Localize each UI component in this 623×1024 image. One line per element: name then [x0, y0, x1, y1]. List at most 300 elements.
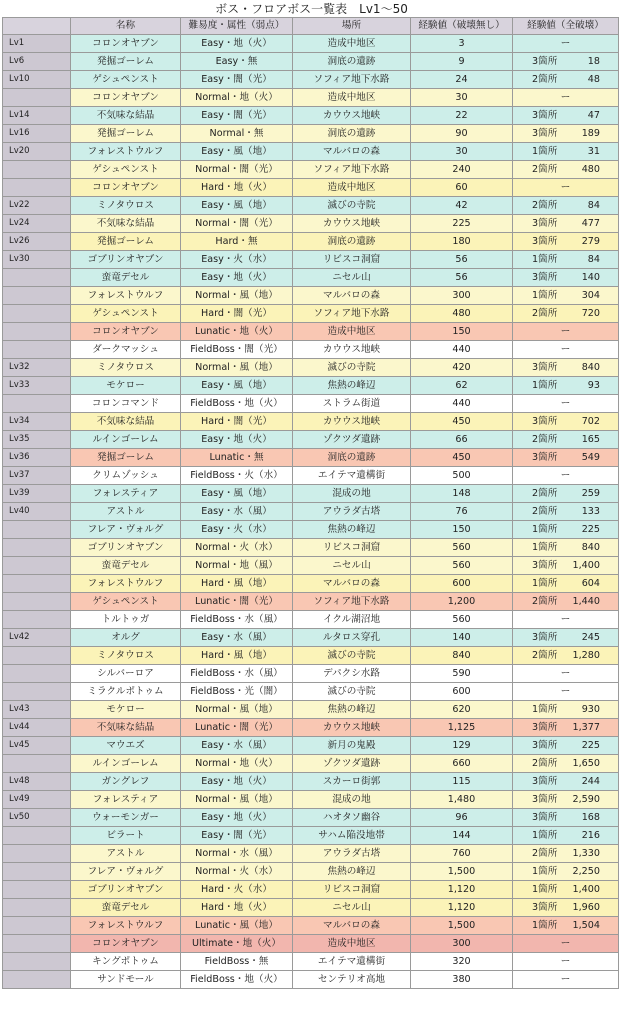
exp-full-break-cell — [513, 719, 619, 737]
difficulty-cell: Normal・風（地） — [181, 287, 293, 305]
table-row — [3, 593, 619, 611]
level-cell: Lv24 — [3, 215, 71, 233]
table-row — [3, 935, 619, 953]
break-count: 2箇所 — [532, 434, 558, 445]
place-cell: ニセル山 — [293, 557, 411, 575]
name-cell: ダークマッシュ — [71, 341, 181, 359]
exp-full-break-value: 168 — [581, 812, 600, 823]
level-cell — [3, 863, 71, 881]
level-cell — [3, 575, 71, 593]
break-count: 3箇所 — [532, 416, 558, 427]
exp-no-break-cell: 129 — [411, 737, 513, 755]
exp-no-break-cell: 300 — [411, 935, 513, 953]
exp-full-break-value: 31 — [587, 146, 600, 157]
exp-full-break-cell: ー — [513, 179, 619, 197]
difficulty-cell: Normal・風（地） — [181, 701, 293, 719]
exp-no-break-cell: 1,500 — [411, 917, 513, 935]
name-cell: ミノタウロス — [71, 197, 181, 215]
place-cell: ソフィア地下水路 — [293, 161, 411, 179]
level-cell — [3, 521, 71, 539]
place-cell: エイテマ遺構街 — [293, 467, 411, 485]
name-cell: ウォーモンガー — [71, 809, 181, 827]
exp-full-break-cell: ー — [513, 395, 619, 413]
place-cell: センテリオ高地 — [293, 971, 411, 989]
exp-full-break-value: 47 — [587, 110, 600, 121]
exp-no-break-cell: 22 — [411, 107, 513, 125]
difficulty-cell: Lunatic・地（火） — [181, 323, 293, 341]
break-count: 1箇所 — [532, 920, 558, 931]
name-cell: ゴブリンオヤブン — [71, 539, 181, 557]
exp-no-break-cell: 560 — [411, 611, 513, 629]
exp-full-break-cell — [513, 377, 619, 395]
exp-full-break-cell: ー — [513, 35, 619, 53]
difficulty-cell: FieldBoss・地（火） — [181, 971, 293, 989]
place-cell: 焦熱の峰辺 — [293, 377, 411, 395]
level-cell: Lv48 — [3, 773, 71, 791]
level-cell — [3, 539, 71, 557]
exp-full-break-value: 304 — [581, 290, 600, 301]
break-count: 3箇所 — [532, 128, 558, 139]
exp-full-break-cell — [513, 53, 619, 71]
name-cell: コロンオヤブン — [71, 179, 181, 197]
table-row — [3, 341, 619, 359]
difficulty-cell: Lunatic・闇（光） — [181, 593, 293, 611]
exp-no-break-cell: 150 — [411, 521, 513, 539]
break-count: 3箇所 — [532, 56, 558, 67]
difficulty-cell: Hard・火（水） — [181, 881, 293, 899]
name-cell: クリムゾッシュ — [71, 467, 181, 485]
exp-full-break-value: 189 — [581, 128, 600, 139]
exp-full-break-cell — [513, 143, 619, 161]
exp-no-break-cell: 240 — [411, 161, 513, 179]
place-cell: リビスコ洞窟 — [293, 251, 411, 269]
exp-full-break-cell — [513, 269, 619, 287]
table-row — [3, 827, 619, 845]
place-cell: 滅びの寺院 — [293, 647, 411, 665]
level-cell: Lv37 — [3, 467, 71, 485]
table-row — [3, 413, 619, 431]
exp-no-break-cell: 1,200 — [411, 593, 513, 611]
exp-full-break-cell — [513, 359, 619, 377]
place-cell: リビスコ洞窟 — [293, 881, 411, 899]
difficulty-cell: Easy・地（火） — [181, 269, 293, 287]
exp-full-break-value: 480 — [581, 164, 600, 175]
header-exp-no-break: 経験値（破壊無し） — [411, 18, 513, 35]
level-cell — [3, 89, 71, 107]
break-count: 1箇所 — [532, 542, 558, 553]
difficulty-cell: FieldBoss・闇（光） — [181, 341, 293, 359]
level-cell: Lv36 — [3, 449, 71, 467]
exp-full-break-value: 2,250 — [572, 866, 600, 877]
break-count: 2箇所 — [532, 164, 558, 175]
place-cell: エイテマ遺構街 — [293, 953, 411, 971]
exp-no-break-cell: 420 — [411, 359, 513, 377]
break-count: 3箇所 — [532, 812, 558, 823]
name-cell: オルグ — [71, 629, 181, 647]
exp-full-break-cell — [513, 449, 619, 467]
place-cell: 造成中地区 — [293, 323, 411, 341]
exp-full-break-cell: ー — [513, 341, 619, 359]
place-cell: 焦熱の峰辺 — [293, 863, 411, 881]
name-cell: フォレストウルフ — [71, 917, 181, 935]
level-cell: Lv43 — [3, 701, 71, 719]
exp-no-break-cell: 560 — [411, 557, 513, 575]
place-cell: ルタロス穿孔 — [293, 629, 411, 647]
table-row — [3, 161, 619, 179]
name-cell: フォレストウルフ — [71, 575, 181, 593]
exp-no-break-cell: 590 — [411, 665, 513, 683]
exp-full-break-cell — [513, 863, 619, 881]
name-cell: ゲシュペンスト — [71, 71, 181, 89]
exp-no-break-cell: 440 — [411, 395, 513, 413]
break-count: 3箇所 — [532, 794, 558, 805]
exp-full-break-value: 1,377 — [572, 722, 600, 733]
place-cell: アウラダ古塔 — [293, 845, 411, 863]
difficulty-cell: FieldBoss・光（闇） — [181, 683, 293, 701]
level-cell — [3, 593, 71, 611]
level-cell: Lv44 — [3, 719, 71, 737]
exp-full-break-cell — [513, 71, 619, 89]
level-cell — [3, 845, 71, 863]
exp-full-break-cell — [513, 197, 619, 215]
table-row — [3, 359, 619, 377]
difficulty-cell: Easy・地（火） — [181, 773, 293, 791]
exp-no-break-cell: 56 — [411, 251, 513, 269]
table-row — [3, 701, 619, 719]
place-cell: ストラム街道 — [293, 395, 411, 413]
break-count: 1箇所 — [532, 866, 558, 877]
exp-no-break-cell: 760 — [411, 845, 513, 863]
exp-full-break-cell: ー — [513, 935, 619, 953]
exp-full-break-value: 279 — [581, 236, 600, 247]
exp-full-break-cell: ー — [513, 971, 619, 989]
exp-no-break-cell: 450 — [411, 413, 513, 431]
header-difficulty: 難易度・属性（弱点） — [181, 18, 293, 35]
name-cell: シルバーロア — [71, 665, 181, 683]
difficulty-cell: Normal・風（地） — [181, 359, 293, 377]
level-cell — [3, 899, 71, 917]
exp-full-break-value: 1,400 — [572, 884, 600, 895]
break-count: 1箇所 — [532, 380, 558, 391]
exp-no-break-cell: 1,120 — [411, 899, 513, 917]
level-cell — [3, 287, 71, 305]
place-cell: マルバロの森 — [293, 287, 411, 305]
place-cell: 造成中地区 — [293, 935, 411, 953]
name-cell: フレア・ヴォルグ — [71, 521, 181, 539]
difficulty-cell: Easy・水（風） — [181, 737, 293, 755]
exp-full-break-cell — [513, 215, 619, 233]
table-body — [3, 35, 619, 989]
table-row — [3, 395, 619, 413]
table-row — [3, 377, 619, 395]
table-row — [3, 629, 619, 647]
difficulty-cell: Easy・風（地） — [181, 197, 293, 215]
exp-full-break-cell — [513, 773, 619, 791]
exp-full-break-value: 84 — [587, 254, 600, 265]
name-cell: ルインゴーレム — [71, 755, 181, 773]
level-cell: Lv30 — [3, 251, 71, 269]
difficulty-cell: Easy・無 — [181, 53, 293, 71]
break-count: 3箇所 — [532, 776, 558, 787]
exp-full-break-value: 1,280 — [572, 650, 600, 661]
table-row — [3, 953, 619, 971]
difficulty-cell: Easy・水（風） — [181, 503, 293, 521]
exp-full-break-cell — [513, 755, 619, 773]
exp-full-break-cell: ー — [513, 323, 619, 341]
level-cell — [3, 305, 71, 323]
level-cell: Lv32 — [3, 359, 71, 377]
exp-full-break-cell — [513, 647, 619, 665]
exp-full-break-value: 840 — [581, 362, 600, 373]
name-cell: 発掘ゴーレム — [71, 233, 181, 251]
exp-no-break-cell: 140 — [411, 629, 513, 647]
exp-full-break-cell — [513, 845, 619, 863]
exp-no-break-cell: 115 — [411, 773, 513, 791]
difficulty-cell: Normal・地（火） — [181, 755, 293, 773]
place-cell: ゾクツダ遺跡 — [293, 755, 411, 773]
name-cell: フォレストウルフ — [71, 143, 181, 161]
name-cell: ガングレフ — [71, 773, 181, 791]
place-cell: マルバロの森 — [293, 917, 411, 935]
place-cell: リビスコ洞窟 — [293, 539, 411, 557]
exp-full-break-value: 225 — [581, 524, 600, 535]
break-count: 3箇所 — [532, 902, 558, 913]
exp-no-break-cell: 500 — [411, 467, 513, 485]
header-level — [3, 18, 71, 35]
table-row — [3, 305, 619, 323]
name-cell: ゴブリンオヤブン — [71, 881, 181, 899]
exp-full-break-cell — [513, 791, 619, 809]
place-cell: 洞底の遺跡 — [293, 125, 411, 143]
exp-full-break-cell: ー — [513, 89, 619, 107]
difficulty-cell: Easy・地（火） — [181, 809, 293, 827]
exp-full-break-value: 216 — [581, 830, 600, 841]
exp-no-break-cell: 480 — [411, 305, 513, 323]
level-cell — [3, 341, 71, 359]
table-row — [3, 35, 619, 53]
exp-full-break-value: 225 — [581, 740, 600, 751]
exp-no-break-cell: 380 — [411, 971, 513, 989]
level-cell: Lv34 — [3, 413, 71, 431]
difficulty-cell: Hard・闇（光） — [181, 305, 293, 323]
name-cell: ゴブリンオヤブン — [71, 251, 181, 269]
break-count: 1箇所 — [532, 830, 558, 841]
table-row — [3, 143, 619, 161]
exp-no-break-cell: 600 — [411, 683, 513, 701]
name-cell: トルトゥガ — [71, 611, 181, 629]
exp-full-break-cell — [513, 125, 619, 143]
exp-full-break-cell — [513, 251, 619, 269]
exp-full-break-cell — [513, 593, 619, 611]
difficulty-cell: Hard・風（地） — [181, 575, 293, 593]
place-cell: カウウス地峡 — [293, 413, 411, 431]
level-cell: Lv40 — [3, 503, 71, 521]
place-cell: カウウス地峡 — [293, 215, 411, 233]
exp-full-break-value: 720 — [581, 308, 600, 319]
exp-full-break-cell — [513, 485, 619, 503]
name-cell: 蛮竜デセル — [71, 269, 181, 287]
exp-full-break-cell: ー — [513, 953, 619, 971]
difficulty-cell: Easy・風（地） — [181, 377, 293, 395]
difficulty-cell: Ultimate・地（火） — [181, 935, 293, 953]
exp-no-break-cell: 150 — [411, 323, 513, 341]
exp-full-break-cell — [513, 881, 619, 899]
table-row — [3, 431, 619, 449]
table-row — [3, 215, 619, 233]
exp-no-break-cell: 440 — [411, 341, 513, 359]
place-cell: サハム陥没地帯 — [293, 827, 411, 845]
table-row — [3, 539, 619, 557]
name-cell: フレア・ヴォルグ — [71, 863, 181, 881]
table-row — [3, 449, 619, 467]
difficulty-cell: Easy・火（水） — [181, 521, 293, 539]
difficulty-cell: Normal・火（水） — [181, 539, 293, 557]
break-count: 3箇所 — [532, 272, 558, 283]
difficulty-cell: Hard・無 — [181, 233, 293, 251]
boss-table — [2, 17, 619, 989]
place-cell: マルバロの森 — [293, 143, 411, 161]
exp-full-break-cell — [513, 233, 619, 251]
difficulty-cell: Normal・水（風） — [181, 845, 293, 863]
exp-no-break-cell: 1,500 — [411, 863, 513, 881]
place-cell: 洞底の遺跡 — [293, 233, 411, 251]
level-cell — [3, 971, 71, 989]
difficulty-cell: FieldBoss・水（風） — [181, 611, 293, 629]
break-count: 2箇所 — [532, 596, 558, 607]
difficulty-cell: Normal・風（地） — [181, 791, 293, 809]
exp-full-break-cell: ー — [513, 467, 619, 485]
level-cell — [3, 827, 71, 845]
table-row — [3, 179, 619, 197]
name-cell: ゲシュペンスト — [71, 161, 181, 179]
difficulty-cell: Hard・地（火） — [181, 899, 293, 917]
place-cell: 造成中地区 — [293, 179, 411, 197]
name-cell: フォレスティア — [71, 791, 181, 809]
table-row — [3, 521, 619, 539]
level-cell — [3, 395, 71, 413]
place-cell: 焦熱の峰辺 — [293, 701, 411, 719]
name-cell: 発掘ゴーレム — [71, 53, 181, 71]
name-cell: モケロー — [71, 701, 181, 719]
break-count: 3箇所 — [532, 632, 558, 643]
name-cell: ミノタウロス — [71, 359, 181, 377]
break-count: 1箇所 — [532, 524, 558, 535]
difficulty-cell: Normal・火（水） — [181, 863, 293, 881]
table-row — [3, 53, 619, 71]
header-name: 名称 — [71, 18, 181, 35]
exp-no-break-cell: 560 — [411, 539, 513, 557]
difficulty-cell: FieldBoss・地（火） — [181, 395, 293, 413]
name-cell: 発掘ゴーレム — [71, 449, 181, 467]
exp-full-break-value: 93 — [587, 380, 600, 391]
exp-no-break-cell: 66 — [411, 431, 513, 449]
place-cell: ニセル山 — [293, 899, 411, 917]
table-row — [3, 125, 619, 143]
table-row — [3, 611, 619, 629]
place-cell: カウウス地峡 — [293, 107, 411, 125]
exp-full-break-cell — [513, 539, 619, 557]
exp-full-break-cell — [513, 737, 619, 755]
place-cell: 洞底の遺跡 — [293, 53, 411, 71]
level-cell: Lv16 — [3, 125, 71, 143]
exp-no-break-cell: 96 — [411, 809, 513, 827]
place-cell: マルバロの森 — [293, 575, 411, 593]
difficulty-cell: Easy・闇（光） — [181, 107, 293, 125]
exp-full-break-cell — [513, 107, 619, 125]
table-row — [3, 269, 619, 287]
level-cell: Lv1 — [3, 35, 71, 53]
place-cell: ソフィア地下水路 — [293, 305, 411, 323]
place-cell: 混成の地 — [293, 791, 411, 809]
header-exp-full-break: 経験値（全破壊） — [513, 18, 619, 35]
exp-full-break-value: 48 — [587, 74, 600, 85]
break-count: 3箇所 — [532, 236, 558, 247]
break-count: 2箇所 — [532, 650, 558, 661]
break-count: 1箇所 — [532, 578, 558, 589]
name-cell: キングポトゥム — [71, 953, 181, 971]
exp-full-break-value: 1,504 — [572, 920, 600, 931]
difficulty-cell: FieldBoss・無 — [181, 953, 293, 971]
exp-no-break-cell: 144 — [411, 827, 513, 845]
exp-no-break-cell: 56 — [411, 269, 513, 287]
place-cell: 造成中地区 — [293, 35, 411, 53]
exp-full-break-cell — [513, 521, 619, 539]
difficulty-cell: Hard・地（火） — [181, 179, 293, 197]
table-row — [3, 773, 619, 791]
header-place: 場所 — [293, 18, 411, 35]
level-cell — [3, 755, 71, 773]
table-row — [3, 557, 619, 575]
level-cell — [3, 269, 71, 287]
name-cell: ゲシュペンスト — [71, 305, 181, 323]
exp-no-break-cell: 300 — [411, 287, 513, 305]
table-row — [3, 881, 619, 899]
level-cell: Lv35 — [3, 431, 71, 449]
table-row — [3, 323, 619, 341]
place-cell: 新月の鬼殿 — [293, 737, 411, 755]
level-cell: Lv45 — [3, 737, 71, 755]
break-count: 3箇所 — [532, 740, 558, 751]
place-cell: ソフィア地下水路 — [293, 71, 411, 89]
name-cell: ゲシュペンスト — [71, 593, 181, 611]
difficulty-cell: Normal・無 — [181, 125, 293, 143]
exp-no-break-cell: 9 — [411, 53, 513, 71]
table-row — [3, 845, 619, 863]
table-row — [3, 809, 619, 827]
difficulty-cell: FieldBoss・火（水） — [181, 467, 293, 485]
name-cell: 発掘ゴーレム — [71, 125, 181, 143]
table-row — [3, 233, 619, 251]
table-row — [3, 665, 619, 683]
difficulty-cell: Easy・地（火） — [181, 431, 293, 449]
table-row — [3, 467, 619, 485]
break-count: 3箇所 — [532, 560, 558, 571]
table-row — [3, 287, 619, 305]
place-cell: スカーロ街郭 — [293, 773, 411, 791]
difficulty-cell: Lunatic・風（地） — [181, 917, 293, 935]
place-cell: イクル湖沼地 — [293, 611, 411, 629]
exp-full-break-value: 549 — [581, 452, 600, 463]
table-row — [3, 755, 619, 773]
exp-full-break-cell — [513, 503, 619, 521]
level-cell: Lv33 — [3, 377, 71, 395]
exp-no-break-cell: 225 — [411, 215, 513, 233]
exp-full-break-value: 1,330 — [572, 848, 600, 859]
place-cell: 混成の地 — [293, 485, 411, 503]
place-cell: 焦熱の峰辺 — [293, 521, 411, 539]
exp-full-break-value: 2,590 — [572, 794, 600, 805]
table-row — [3, 791, 619, 809]
